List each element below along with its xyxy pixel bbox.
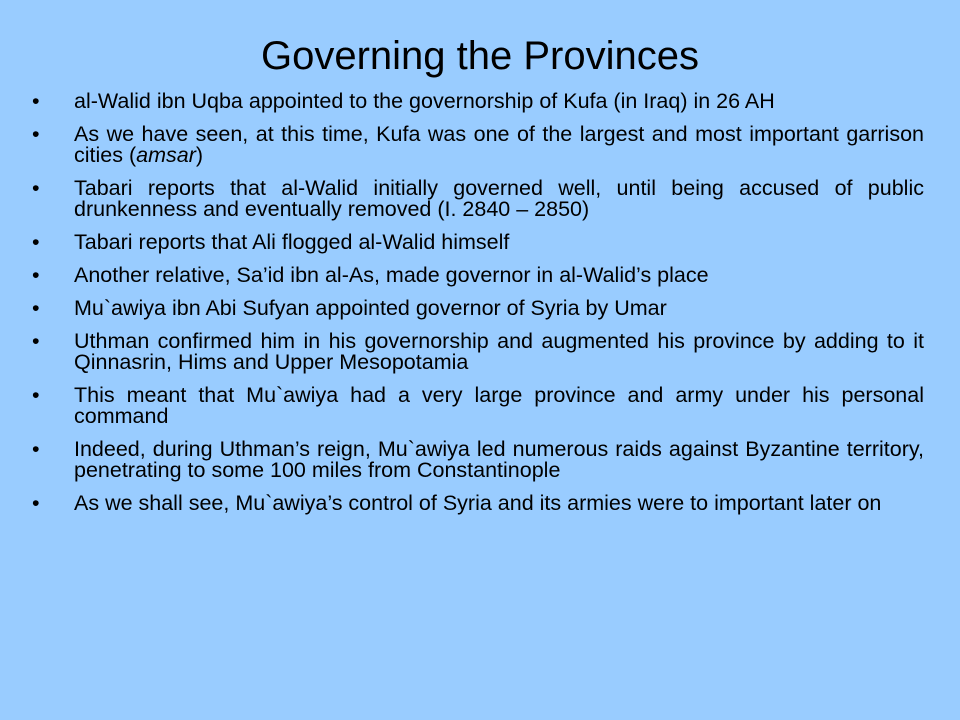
bullet-item (32, 232, 924, 253)
bullet-text-segment: Tabari reports that Ali flogged al-Walid himself (74, 230, 510, 254)
bullet-marker: • (32, 122, 40, 146)
bullet-item (32, 385, 924, 427)
bullet-text-segment: al-Walid ibn Uqba appointed to the governorship of Kufa (in Iraq) in 26 AH (74, 89, 775, 113)
bullet-item (32, 439, 924, 481)
bullet-marker: • (32, 491, 40, 515)
bullet-marker: • (32, 437, 40, 461)
bullet-text (74, 491, 881, 515)
bullet-text-segment: Indeed, during Uthman’s reign, Mu`awiya led numerous raids against Byzantine territory, penetrating to some 100 miles from Constantinople (74, 437, 924, 482)
bullet-item (32, 91, 924, 112)
bullet-text-segment: This meant that Mu`awiya had a very large province and army under his personal command (74, 383, 924, 428)
bullet-text (74, 230, 509, 254)
bullet-text (74, 383, 924, 428)
bullet-item (32, 493, 924, 514)
bullet-text-segment: As we shall see, Mu`awiya’s control of Syria and its armies were to important later on (74, 491, 882, 515)
bullet-text-segment: As we have seen, at this time, Kufa was one of the largest and most important garrison cities ( (74, 122, 924, 167)
bullet-text (74, 176, 924, 221)
bullet-text (74, 437, 924, 482)
slide-title: Governing the Provinces (260, 34, 699, 78)
bullet-text-segment: Uthman confirmed him in his governorship and augmented his province by adding to it Qinnasrin, Hims and Upper Mesopotamia (74, 329, 924, 374)
bullet-item (32, 178, 924, 220)
bullet-item (32, 331, 924, 373)
bullet-text-segment: Another relative, Sa’id ibn al-As, made governor in al-Walid’s place (74, 263, 709, 287)
bullet-marker: • (32, 263, 40, 287)
bullet-text-italic: amsar (136, 143, 196, 167)
bullet-text (74, 329, 924, 374)
bullet-marker: • (32, 329, 40, 353)
bullet-item (32, 124, 924, 166)
bullet-text (74, 263, 709, 287)
bullet-text (74, 122, 924, 167)
bullet-item (32, 265, 924, 286)
bullet-text-segment: Tabari reports that al-Walid initially governed well, until being accused of public drunkenness and eventually removed (I. 2840 – 2850) (74, 176, 924, 221)
bullet-item (32, 298, 924, 319)
bullet-marker: • (32, 296, 40, 320)
bullet-list (32, 91, 924, 526)
bullet-text-segment: ) (195, 143, 204, 167)
bullet-marker: • (32, 230, 40, 254)
bullet-text (74, 296, 667, 320)
bullet-text (74, 89, 775, 113)
bullet-text-segment: Mu`awiya ibn Abi Sufyan appointed governor of Syria by Umar (74, 296, 667, 320)
bullet-marker: • (32, 383, 40, 407)
bullet-marker: • (32, 176, 40, 200)
bullet-marker: • (32, 89, 40, 113)
